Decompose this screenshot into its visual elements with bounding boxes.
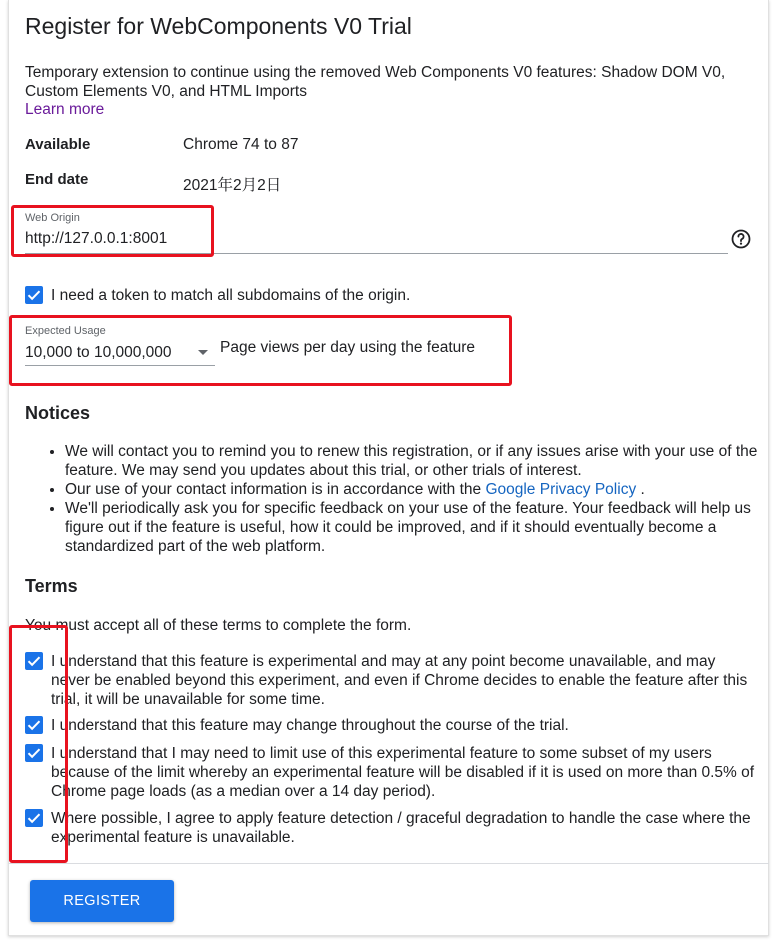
expected-usage-select[interactable]: 10,000 to 10,000,000 [25, 344, 172, 361]
end-date-value: 2021年2月2日 [183, 177, 282, 194]
web-origin-label: Web Origin [25, 212, 80, 224]
notices-list [25, 442, 760, 556]
privacy-policy-link[interactable]: Google Privacy Policy [485, 481, 637, 498]
web-origin-underline [25, 253, 728, 254]
notice-item: • We will contact you to remind you to renew this registration, or if any issues arise with your use of the feature. We may send you updates about this trial, or other trials of interest. [65, 442, 760, 480]
term-text-1: I understand that this feature is experimental and may at any point become unavailable, and may never be enabled beyond this experiment, and even if Chrome decides to enable the feature after this trial, it will be unavailable for some time. [51, 653, 748, 708]
checkmark-icon [26, 653, 42, 669]
notice-item: • We'll periodically ask you for specific feedback on your use of the feature. Your feedback will help us figure out if the feature is useful, how it could be improved, and if it should eventually become a standardized part of the web platform. [65, 499, 760, 556]
register-button[interactable]: REGISTER [30, 880, 174, 922]
expected-usage-suffix: Page views per day using the feature [220, 339, 476, 356]
available-value: Chrome 74 to 87 [183, 136, 299, 153]
checkmark-icon [26, 717, 42, 733]
notice-item: • Our use of your contact information is in accordance with the Google Privacy Policy . [65, 480, 760, 499]
help-circle-icon[interactable] [731, 229, 751, 249]
expected-usage-label: Expected Usage [25, 325, 106, 337]
checkmark-icon [26, 287, 42, 303]
trial-description: Temporary extension to continue using the removed Web Components V0 features: Shadow DOM V0, Custom Elements V0, and HTML Imports [25, 64, 726, 100]
dropdown-arrow-icon[interactable] [198, 350, 208, 355]
subdomain-checkbox-label: I need a token to match all subdomains of the origin. [51, 287, 411, 304]
learn-more-link[interactable]: Learn more [25, 101, 105, 118]
term-text-4: Where possible, I agree to apply feature detection / graceful degradation to handle the case where the experimental feature is unavailable. [51, 810, 751, 846]
end-date-label: End date [25, 171, 89, 188]
checkmark-icon [26, 810, 42, 826]
term-checkbox-3[interactable] [25, 744, 43, 762]
expected-usage-underline [25, 365, 215, 366]
term-checkbox-2[interactable] [25, 716, 43, 734]
page-title: Register for WebComponents V0 Trial [25, 13, 412, 39]
term-checkbox-4[interactable] [25, 809, 43, 827]
subdomain-checkbox[interactable] [25, 286, 43, 304]
term-text-3: I understand that I may need to limit use of this experimental feature to some subset of my users because of the limit whereby an experimental feature will be disabled if it is used on more than 0.5% of Chrome page loads (as a median over a 14 day period). [51, 745, 755, 800]
checkmark-icon [26, 745, 42, 761]
term-text-2: I understand that this feature may change throughout the course of the trial. [51, 717, 569, 734]
notices-heading: Notices [25, 403, 91, 423]
terms-intro: You must accept all of these terms to complete the form. [25, 617, 412, 634]
terms-heading: Terms [25, 576, 78, 596]
web-origin-input[interactable]: http://127.0.0.1:8001 [25, 230, 168, 247]
available-label: Available [25, 136, 91, 153]
form-divider [8, 863, 769, 864]
term-checkbox-1[interactable] [25, 652, 43, 670]
